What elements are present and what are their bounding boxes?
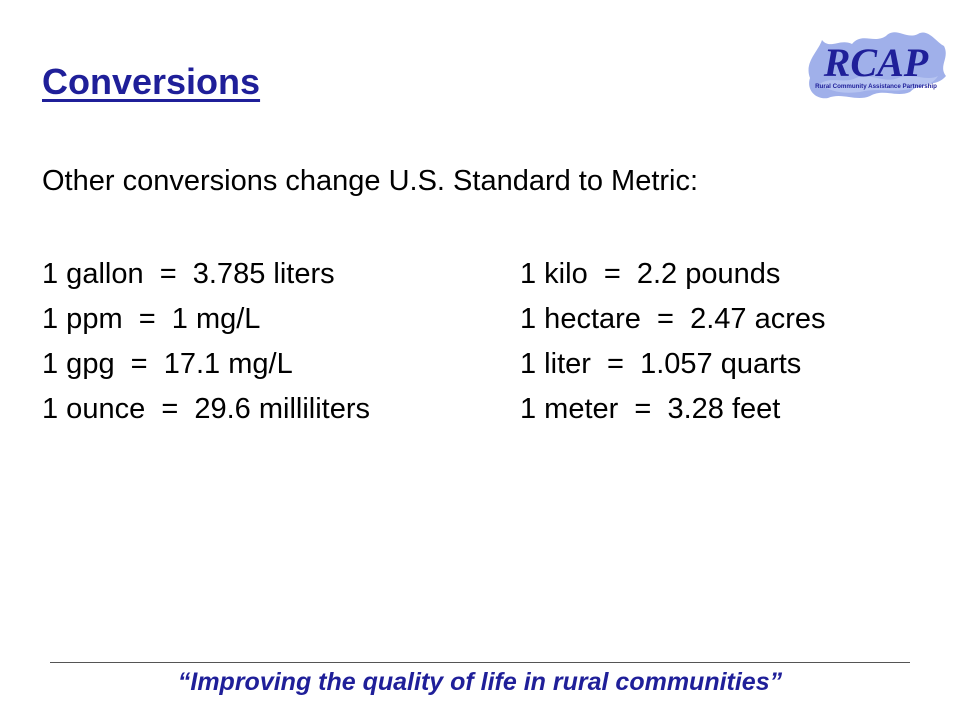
- footer-divider: [50, 662, 910, 663]
- conversion-item: 1 gallon = 3.785 liters: [42, 258, 335, 290]
- conversion-item: 1 gpg = 17.1 mg/L: [42, 348, 293, 380]
- slide-title: Conversions: [42, 61, 261, 102]
- conversion-item: 1 ounce = 29.6 milliliters: [42, 393, 371, 425]
- conversion-item: 1 hectare = 2.47 acres: [520, 303, 826, 335]
- conversion-list-left: [42, 252, 370, 432]
- intro-text: Other conversions change U.S. Standard to Metric:: [42, 165, 699, 197]
- conversion-list-right: [520, 252, 826, 432]
- conversion-item: 1 ppm = 1 mg/L: [42, 303, 261, 335]
- rcap-logo: [800, 18, 950, 108]
- footer-tagline: “Improving the quality of life in rural communities”: [177, 668, 783, 696]
- logo-wordmark: RCAP: [823, 40, 929, 85]
- conversion-item: 1 kilo = 2.2 pounds: [520, 258, 781, 290]
- conversion-item: 1 liter = 1.057 quarts: [520, 348, 802, 380]
- logo-subtitle: Rural Community Assistance Partnership: [815, 83, 937, 90]
- conversion-item: 1 meter = 3.28 feet: [520, 393, 781, 425]
